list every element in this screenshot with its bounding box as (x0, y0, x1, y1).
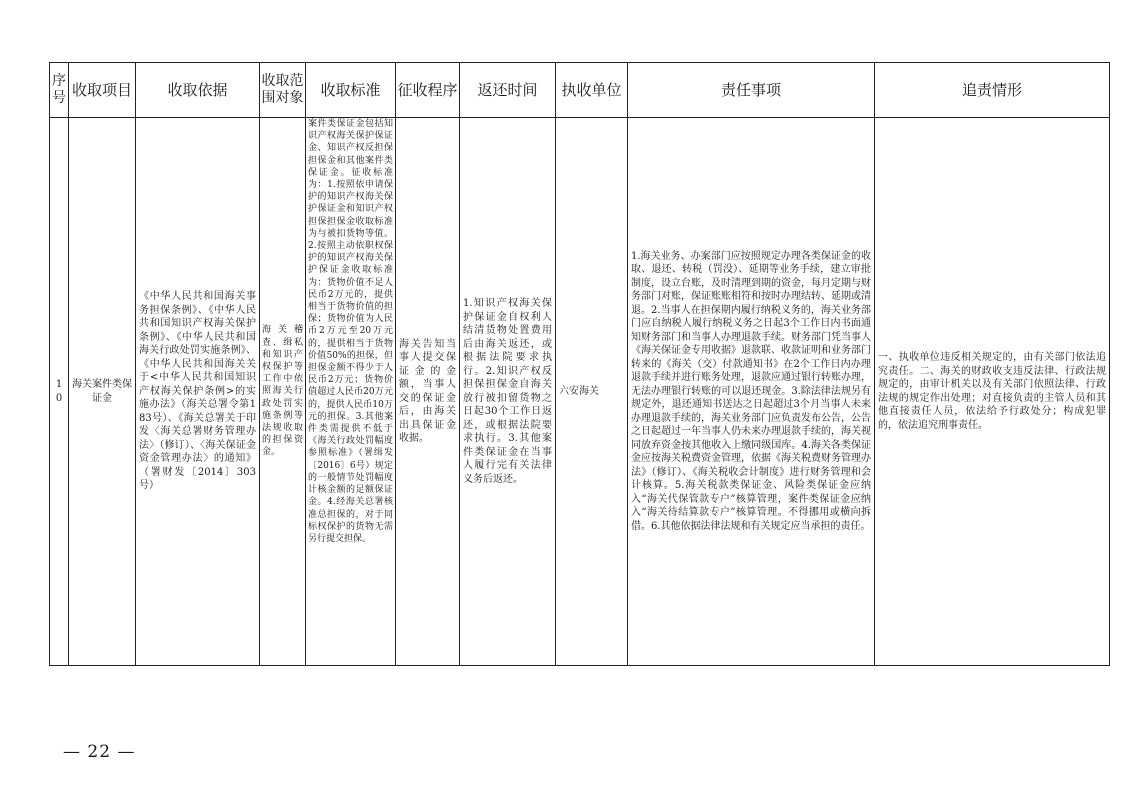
cell-standard: 案件类保证金包括知识产权海关保护保证金、知识产权反担保担保金和其他案件类保证金。征收标准为：1.按照依申请保护的知识产权海关保护保证金和知识产权担保担保金收取标准为与被扣货物等值。2.按照主动依职权保护的知识产权海关保护保证金收取标准为：货物价值不足人民币2万元的，提供相当于货物价值的担保；货物价值为人民币2万元至20万元的，提供相当于货物价值50%的担保，但担保金额不得少于人民币2万元；货物价值超过人民币20万元的，提供人民币10万元的担保。3.其他案件类需提供不低于《海关行政处罚幅度参照标准》（署缉发〔2016〕6号）规定的一般情节处罚幅度计核金额的足额保证金。4.经海关总署核准总担保的，对于同标权保护的货物无需另行提交担保。 (308, 119, 393, 544)
cell-accountability: 一、执收单位违反相关规定的，由有关部门依法追究责任。二、海关的财政收支违反法律、行政法规规定的，由审计机关以及有关部门依照法律、行政法规的规定作出处理；对直接负责的主管人员和其他直接责任人员，依法给予行政处分；构成犯罪的，依法追究刑事责任。 (878, 352, 1106, 431)
cell-item: 海关案件类保证金 (72, 379, 132, 404)
table-row (50, 118, 1110, 666)
cell-procedure: 海关告知当事人提交保证金的金额，当事人交的保证金后，由海关出具保证金收据。 (399, 338, 456, 444)
header-standard: 收取标准 (306, 63, 396, 118)
header-seq: 序号 (50, 63, 69, 118)
cell-return-time: 1.知识产权海关保护保证金自权利人结清货物处置费用后由海关返还，或根据法院要求执行。2.知识产权反担保担保金自海关放行被扣留货物之日起30个工作日返还，或根据法院要求执行。3.其他案件类保证金在当事人履行完有关法律义务后返还。 (463, 298, 552, 485)
fee-table (49, 62, 1110, 666)
header-unit: 执收单位 (556, 63, 628, 118)
header-procedure: 征收程序 (396, 63, 460, 118)
page-number: — 22 — (63, 742, 136, 762)
cell-unit: 六安海关 (559, 385, 599, 397)
header-duty: 责任事项 (628, 63, 875, 118)
cell-scope: 海关稽查、缉私和知识产权保护等工作中依照海关行政处罚实施条例等法规收取的担保资金。 (262, 325, 303, 458)
cell-seq: 10 (55, 379, 63, 404)
cell-duty: 1.海关业务、办案部门应按照规定办理各类保证金的收取、退还、转税（罚没）、延期等业务手续，建立审批制度，设立台账，及时清理到期的资金，每月定期与财务部门对账，保证账账相符和按时办理结转、延期或清退。2.当事人在担保期内履行纳税义务的，海关业务部门应自纳税人履行纳税义务之日起3个工作日内书面通知财务部门和当事人办理退款手续。财务部门凭当事人《海关保证金专用收据》退款联、收款证明和业务部门转来的《海关（交）付款通知书》在2个工作日内办理退款手续并进行账务处理，退款应通过银行转账办理，无法办理银行转账的可以退还现金。3.除法律法规另有规定外，退还通知书送达之日起超过3个月当事人未来办理退款手续的，海关业务部门应负责发布公告，公告之日起超过一年当事人仍未来办理退款手续的，海关视同放弃资金按其他收入上缴同级国库。4.海关各类保证金应按海关税费资金管理，依据《海关税费财务管理办法》（修订）、《海关税收会计制度》进行财务管理和会计核算。5.海关税款类保证金、风险类保证金应纳入“海关代保管款专户”核算管理，案件类保证金应纳入“海关待结算款专户”核算管理。不得挪用或横向拆借。6.其他依据法律法规和有关规定应当承担的责任。 (631, 250, 871, 532)
header-return-time: 返还时间 (460, 63, 556, 118)
header-row (50, 63, 1110, 118)
header-basis: 收取依据 (136, 63, 260, 118)
cell-basis: 《中华人民共和国海关事务担保条例》、《中华人民共和国知识产权海关保护条例》、《中华人民共和国海关行政处罚实施条例》、《中华人民共和国海关关于<中华人民共和国知识产权海关保护条例>的实施办法》（海关总署令第183号）、《海关总署关于印发〈海关总署财务管理办法〉（修订）、〈海关保证金资金管理办法〉的通知》（署财发〔2014〕303号） (139, 291, 256, 492)
header-scope: 收取范围对象 (260, 63, 306, 118)
header-accountability: 追责情形 (875, 63, 1110, 118)
header-item: 收取项目 (69, 63, 136, 118)
